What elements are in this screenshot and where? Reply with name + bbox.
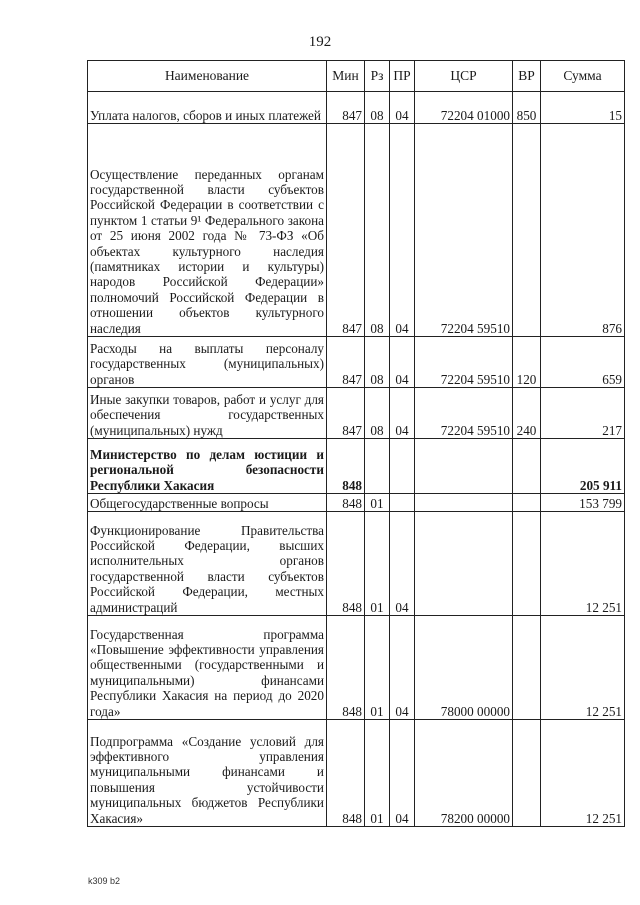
cell-csr: 72204 59510 [415,124,513,337]
cell-vr: 120 [513,337,541,388]
header-rz: Рз [365,61,390,92]
cell-pr: 04 [390,616,415,720]
header-pr: ПР [390,61,415,92]
header-min: Мин [327,61,365,92]
cell-min: 848 [327,512,365,616]
page-number: 192 [308,34,332,50]
cell-pr [390,494,415,512]
table-row [88,124,625,337]
table-header-row [88,61,625,92]
cell-name: Расходы на выплаты персоналу государственных (муниципальных) органов [88,337,327,388]
cell-min: 848 [327,494,365,512]
table-row [88,439,625,494]
table-row [88,337,625,388]
cell-vr [513,616,541,720]
cell-min: 847 [327,92,365,124]
cell-name: Общегосударственные вопросы [88,494,327,512]
cell-min: 847 [327,337,365,388]
cell-sum: 12 251 [541,616,625,720]
cell-pr: 04 [390,337,415,388]
cell-sum: 15 [541,92,625,124]
table-row [88,494,625,512]
cell-sum: 876 [541,124,625,337]
cell-name: Подпрограмма «Создание условий для эффективного управления муниципальными финансами и повышения устойчивости муниципальных бюджетов Республики Хакасия» [88,720,327,827]
cell-name: Министерство по делам юстиции и региональной безопасности Республики Хакасия [88,439,327,494]
cell-min: 848 [327,616,365,720]
cell-vr: 240 [513,388,541,439]
cell-min: 847 [327,124,365,337]
cell-csr: 72204 59510 [415,337,513,388]
cell-min: 847 [327,388,365,439]
cell-pr [390,439,415,494]
cell-csr: 78200 00000 [415,720,513,827]
cell-vr [513,124,541,337]
cell-vr [513,720,541,827]
cell-csr [415,512,513,616]
header-csr: ЦСР [415,61,513,92]
cell-name: Уплата налогов, сборов и иных платежей [88,92,327,124]
header-name: Наименование [88,61,327,92]
cell-pr: 04 [390,92,415,124]
table-row [88,616,625,720]
cell-rz: 01 [365,616,390,720]
cell-csr: 72204 59510 [415,388,513,439]
cell-sum: 217 [541,388,625,439]
cell-name: Функционирование Правительства Российской Федерации, высших исполнительных органов государственной власти субъектов Российской Федерации, местных администраций [88,512,327,616]
cell-rz: 01 [365,720,390,827]
header-vr: ВР [513,61,541,92]
cell-csr [415,439,513,494]
cell-csr [415,494,513,512]
table-body [88,92,625,827]
cell-rz: 08 [365,124,390,337]
cell-pr: 04 [390,124,415,337]
cell-pr: 04 [390,720,415,827]
cell-csr: 78000 00000 [415,616,513,720]
cell-rz: 08 [365,388,390,439]
cell-min: 848 [327,720,365,827]
cell-sum: 153 799 [541,494,625,512]
cell-sum: 12 251 [541,720,625,827]
cell-vr [513,512,541,616]
cell-sum: 205 911 [541,439,625,494]
cell-min: 848 [327,439,365,494]
header-sum: Сумма [541,61,625,92]
table-row [88,512,625,616]
cell-csr: 72204 01000 [415,92,513,124]
cell-rz: 08 [365,92,390,124]
cell-rz: 01 [365,494,390,512]
cell-pr: 04 [390,388,415,439]
budget-table [87,60,625,827]
cell-vr [513,439,541,494]
cell-sum: 659 [541,337,625,388]
cell-rz [365,439,390,494]
cell-pr: 04 [390,512,415,616]
cell-name: Иные закупки товаров, работ и услуг для обеспечения государственных (муниципальных) нужд [88,388,327,439]
cell-rz: 08 [365,337,390,388]
table-row [88,720,625,827]
cell-sum: 12 251 [541,512,625,616]
cell-name: Государственная программа «Повышение эффективности управления общественными (государственными и муниципальными) финансами Республики Хакасия на период до 2020 года» [88,616,327,720]
table-row [88,92,625,124]
cell-vr [513,494,541,512]
footer-code: k309 b2 [88,876,121,886]
cell-name: Осуществление переданных органам государственной власти субъектов Российской Федерации в соответствии с пунктом 1 статьи 9¹ Федерального закона от 25 июня 2002 года № 73-ФЗ «Об объектах культурного наследия (памятниках истории и культуры) народов Российской Федерации» полномочий Российской Федерации в отношении объектов культурного наследия [88,124,327,337]
cell-rz: 01 [365,512,390,616]
table-row [88,388,625,439]
cell-vr: 850 [513,92,541,124]
